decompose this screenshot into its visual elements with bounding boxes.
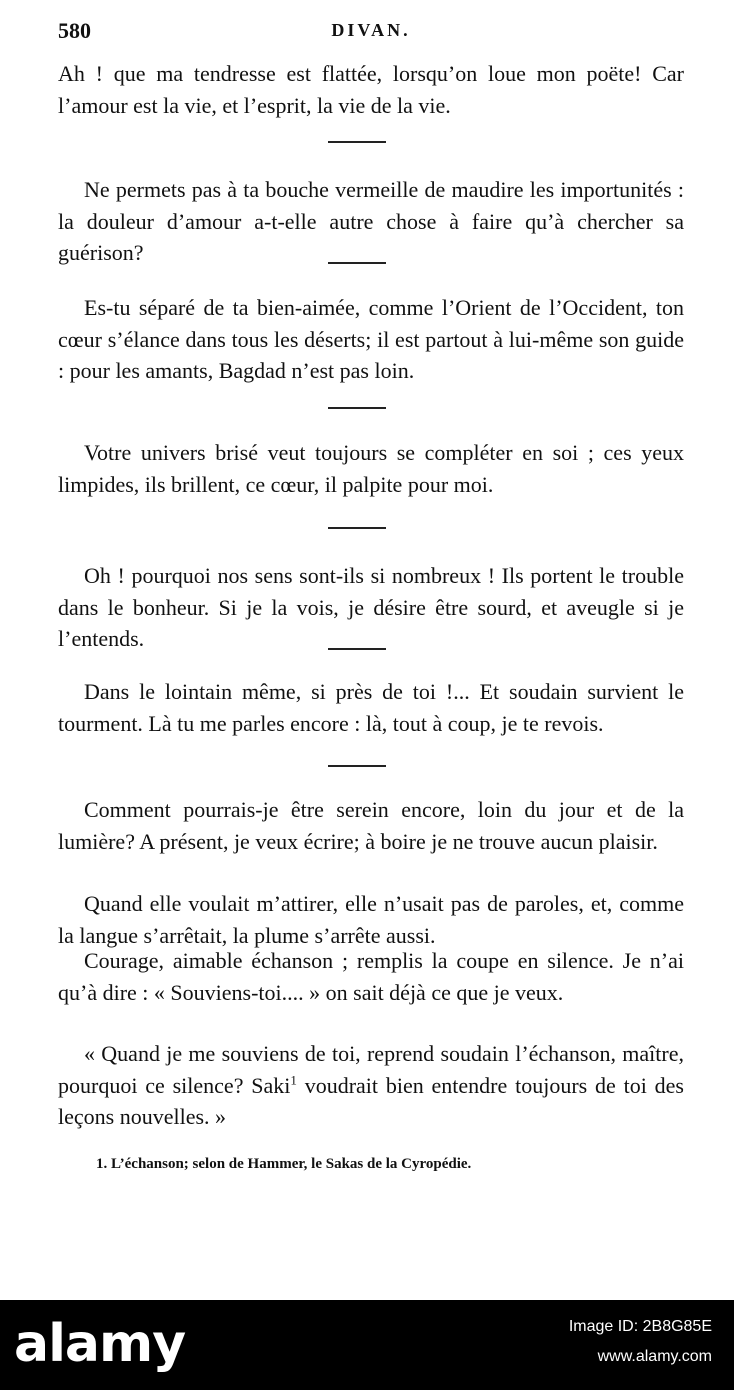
- section-separator: [328, 527, 386, 529]
- site-url: www.alamy.com: [597, 1348, 712, 1365]
- paragraph: Oh ! pourquoi nos sens sont-ils si nombreux ! Ils portent le trouble dans le bonheur. Si je la vois, je désire être sourd, et aveugle si je l’entends.: [58, 563, 684, 651]
- paragraph: Ne permets pas à ta bouche vermeille de maudire les importunités : la douleur d’amour a-t-elle autre chose à faire qu’à chercher sa guérison?: [58, 177, 684, 265]
- section-separator: [328, 648, 386, 650]
- page-number: 580: [58, 18, 91, 43]
- page-header: [58, 18, 684, 48]
- section-separator: [328, 407, 386, 409]
- paragraph: Quand elle voulait m’attirer, elle n’usait pas de paroles, et, comme la langue s’arrêtait, la plume s’arrête aussi.: [58, 891, 684, 948]
- alamy-logo: alamy: [14, 1314, 186, 1374]
- paragraph-text: voudrait bien entendre toujours de toi des leçons nouvelles. »: [58, 1072, 684, 1129]
- paragraph: Es-tu séparé de ta bien-aimée, comme l’Orient de l’Occident, ton cœur s’élance dans tous les déserts; il est partout à lui-même son guide : pour les amants, Bagdad n’est pas loin.: [58, 295, 684, 383]
- footnote-reference: 1: [290, 1072, 297, 1088]
- image-id-label: Image ID: 2B8G85E: [568, 1318, 712, 1335]
- paragraph: Ah ! que ma tendresse est flattée, lorsqu’on loue mon poëte! Car l’amour est la vie, et l’esprit, la vie de la vie.: [58, 61, 684, 118]
- paragraph: Comment pourrais-je être serein encore, loin du jour et de la lumière? A présent, je veux écrire; à boire je ne trouve aucun plaisir.: [58, 797, 684, 854]
- watermark-banner: [0, 1300, 734, 1390]
- running-title: DIVAN.: [331, 20, 411, 40]
- paragraph: Votre univers brisé veut toujours se compléter en soi ; ces yeux limpides, ils brillent, ce cœur, il palpite pour moi.: [58, 440, 684, 497]
- footnote: 1. L’échanson; selon de Hammer, le Sakas de la Cyropédie.: [96, 1156, 472, 1172]
- section-separator: [328, 262, 386, 264]
- section-separator: [328, 141, 386, 143]
- section-separator: [328, 765, 386, 767]
- paragraph-with-note: [58, 1038, 684, 1133]
- paragraph: Dans le lointain même, si près de toi !... Et soudain survient le tourment. Là tu me parles encore : là, tout à coup, je te revois.: [58, 679, 684, 736]
- paragraph-text: « Quand je me souviens de toi, reprend soudain l’échanson, maître, pourquoi ce silence? Saki: [58, 1041, 684, 1098]
- paragraph: Courage, aimable échanson ; remplis la coupe en silence. Je n’ai qu’à dire : « Souviens-toi.... » on sait déjà ce que je veux.: [58, 948, 684, 1005]
